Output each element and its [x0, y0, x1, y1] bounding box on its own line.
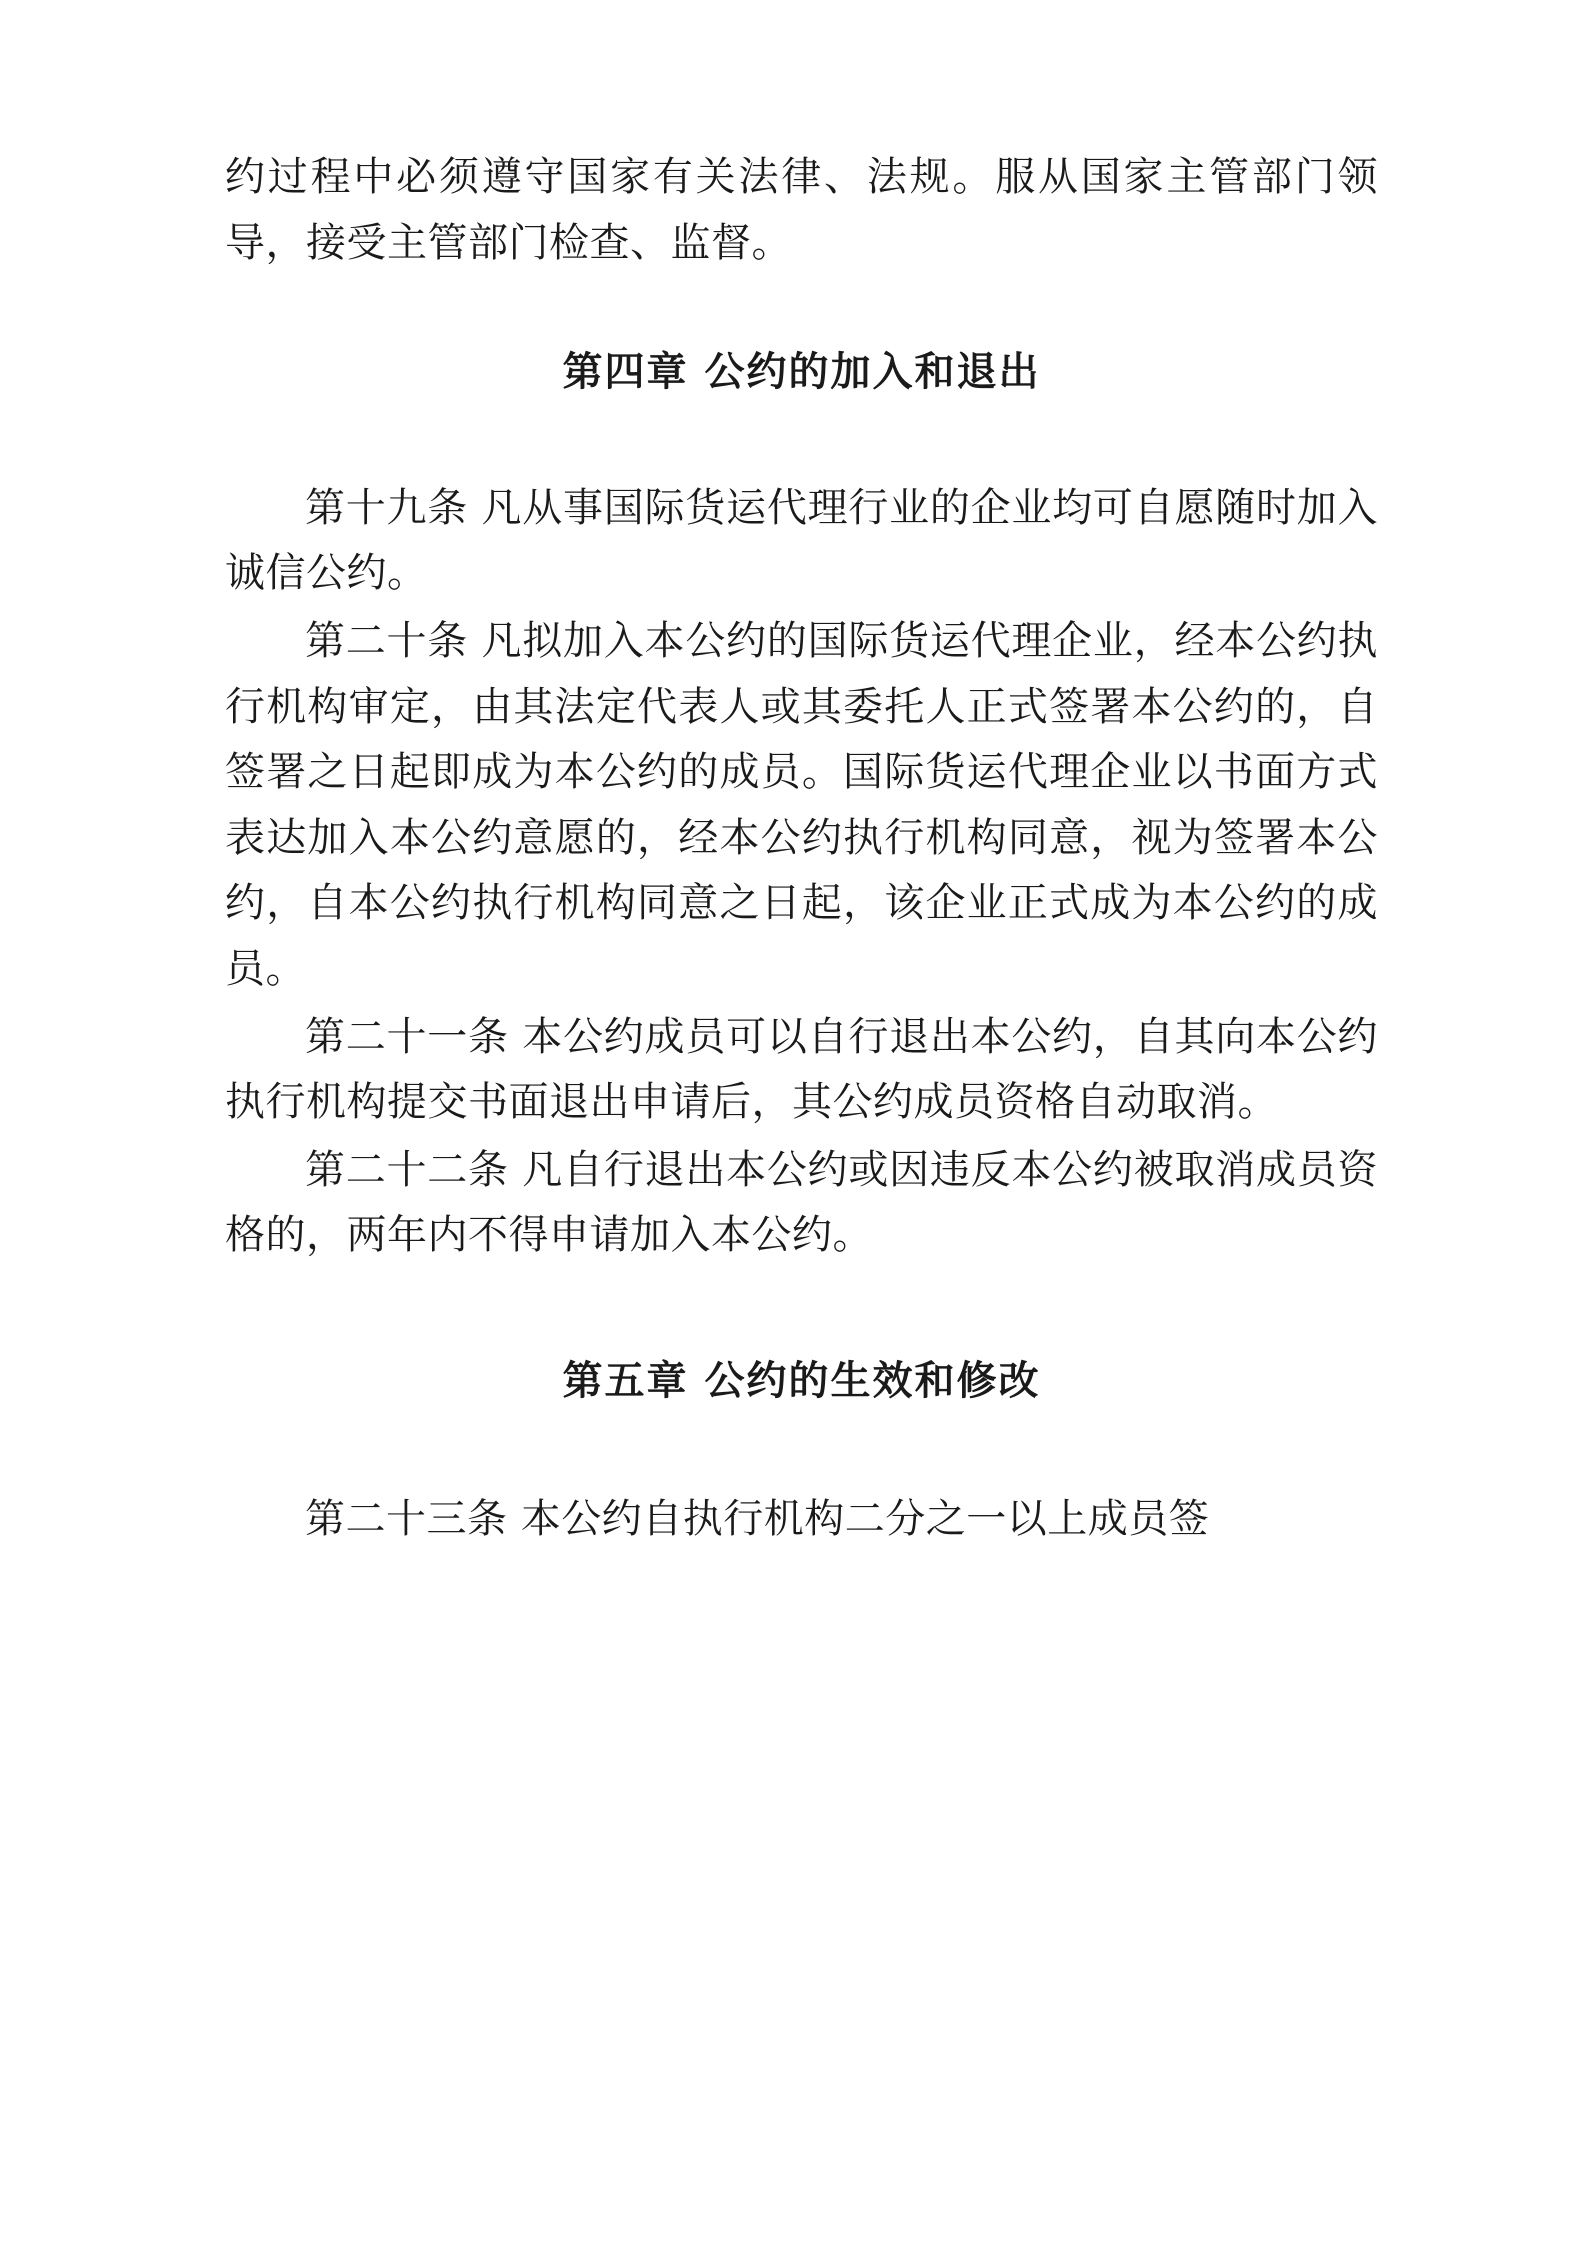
- chapter-five-heading: 第五章 公约的生效和修改: [562, 1357, 1041, 1404]
- article-19: 第十九条 凡从事国际货运代理行业的企业均可自愿随时加入诚信公约。: [225, 484, 1378, 597]
- article-22: 第二十二条 凡自行退出本公约或因违反本公约被取消成员资格的，两年内不得申请加入本公约。: [225, 1146, 1378, 1259]
- paragraph-continuation: 约过程中必须遵守国家有关法律、法规。服从国家主管部门领导，接受主管部门检查、监督。: [225, 154, 1378, 266]
- document-body: [225, 145, 1378, 1552]
- chapter-four-heading: 第四章 公约的加入和退出: [562, 349, 1041, 396]
- spacer: [225, 278, 1378, 340]
- article-21: 第二十一条 本公约成员可以自行退出本公约，自其向本公约执行机构提交书面退出申请后，其公约成员资格自动取消。: [225, 1013, 1378, 1126]
- spacer: [225, 1415, 1378, 1487]
- article-20: 第二十条 凡拟加入本公约的国际货运代理企业，经本公约执行机构审定，由其法定代表人或其委托人正式签署本公约的，自签署之日起即成为本公约的成员。国际货运代理企业以书面方式表达加入本公约意愿的，经本公约执行机构同意，视为签署本公约，自本公约执行机构同意之日起，该企业正式成为本公约的成员。: [225, 617, 1378, 992]
- spacer: [225, 406, 1378, 476]
- article-23: 第二十三条 本公约自执行机构二分之一以上成员签: [305, 1495, 1210, 1542]
- spacer: [225, 1271, 1378, 1349]
